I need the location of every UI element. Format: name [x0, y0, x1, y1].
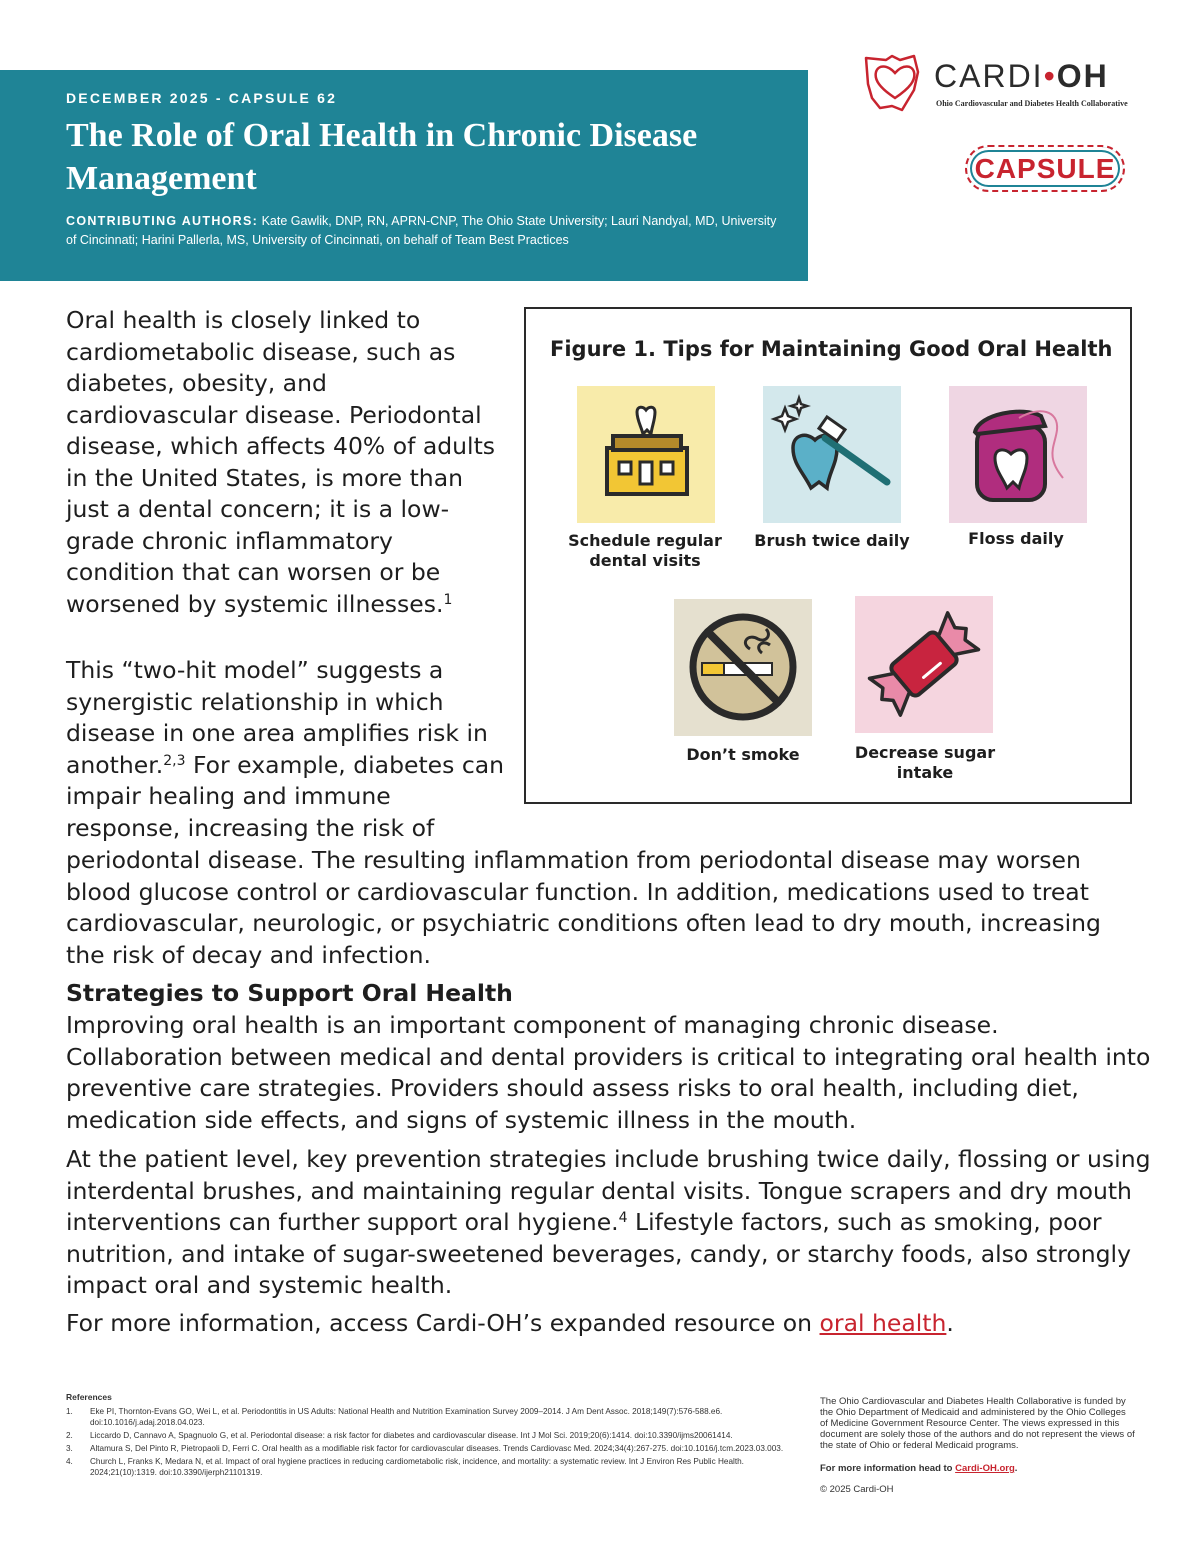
reference-number: 2. [66, 1431, 73, 1440]
more-info-end: . [946, 1309, 954, 1337]
reference-item [66, 1406, 806, 1428]
reference-number: 4. [66, 1457, 73, 1466]
authors-text: Kate Gawlik, DNP, RN, APRN-CNP, The Ohio State University; Lauri Nandyal, MD, University of Cincinnati; Harini Pallerla, MS, University of Cincinnati, on behalf of Team Best Practices [66, 214, 777, 247]
copyright: © 2025 Cardi-OH [820, 1484, 894, 1495]
prevention-text-cont: Lifestyle factors, such as smoking, poor nutrition, and intake of sugar-sweetened beverages, candy, or starchy foods, also strongly impact oral and systemic health. [66, 1208, 1131, 1299]
reference-list [66, 1406, 806, 1478]
logo-wordmark [934, 58, 1109, 95]
prevention-paragraph [66, 1144, 1156, 1302]
tip-tile-sugar [855, 596, 993, 733]
reference-text: Eke PI, Thornton-Evans GO, Wei L, et al. Periodontitis in US Adults: National Health and Nutrition Examination Survey 2009–2014. J Am Dent Assoc. 2018;149(7):576-588.e6. doi:10.1016/j.adaj.2018.04.023. [90, 1407, 723, 1427]
contributing-authors [66, 212, 786, 250]
logo-dot: • [1043, 58, 1057, 94]
tip-label: Schedule regular dental visits [568, 531, 722, 570]
no-smoking-icon [674, 599, 812, 736]
citation-ref: 1 [443, 591, 453, 608]
intro-paragraph [66, 305, 496, 620]
ohio-heart-icon [862, 52, 928, 114]
logo-name-bold: OH [1056, 58, 1109, 94]
tip-tile-dental-visits [577, 386, 715, 523]
issue-kicker: DECEMBER 2025 - CAPSULE 62 [66, 90, 338, 106]
header-banner [0, 70, 808, 281]
funding-note [820, 1396, 1135, 1495]
citation-ref: 4 [618, 1210, 628, 1226]
prevention-text: At the patient level, key prevention strategies include brushing twice daily, flossing or using interdental brushes, and maintaining regular dental visits. Tongue scrapers and dry mouth interventions can further support oral hygiene. [66, 1145, 1151, 1236]
more-info-label: For more information head to [820, 1463, 956, 1474]
tip-label: Floss daily [968, 529, 1064, 548]
tip-tile-floss [949, 386, 1087, 523]
authors-label: CONTRIBUTING AUTHORS: [66, 214, 259, 228]
more-info-period: . [1014, 1463, 1018, 1474]
tip-label: Don’t smoke [686, 745, 800, 764]
two-hit-paragraph [66, 655, 506, 844]
toothbrush-icon [763, 386, 901, 523]
two-hit-text: This “two-hit model” suggests a synergistic relationship in which disease in one area amplifies risk in another. [66, 656, 488, 779]
reference-text: Liccardo D, Cannavo A, Spagnuolo G, et al. Periodontal disease: a risk factor for diabetes and cardiovascular disease. Int J Mol Sci. 2019;20(6):1414. doi:10.3390/ijms20061414. [90, 1431, 733, 1440]
more-info-footer [820, 1463, 1135, 1474]
cardi-oh-link[interactable]: Cardi-OH.org [955, 1463, 1015, 1474]
funding-text: The Ohio Cardiovascular and Diabetes Health Collaborative is funded by the Ohio Department of Medicaid and administered by the Ohio Colleges of Medicine Government Resource Center. The views expressed in this document are solely those of the authors and do not represent the views of the state of Ohio or federal Medicaid programs. [820, 1396, 1135, 1451]
reference-text: Church L, Franks K, Medara N, et al. Impact of oral hygiene practices in reducing cardiometabolic risk, incidence, and mortality: a systematic review. Int J Environ Res Public Health. 2024;21(10):1319. doi:10.3390/ijerph21101319. [90, 1457, 744, 1477]
page-title: The Role of Oral Health in Chronic Disease Management [66, 117, 698, 197]
logo-subtitle: Ohio Cardiovascular and Diabetes Health Collaborative [936, 99, 1128, 108]
reference-item [66, 1430, 806, 1441]
oral-health-link[interactable]: oral health [819, 1309, 947, 1337]
cardi-oh-logo [862, 52, 1152, 114]
figure-tips [524, 307, 1132, 804]
section-heading: Strategies to Support Oral Health [66, 979, 513, 1007]
tip-label: Decrease sugar intake [854, 743, 996, 782]
intro-text: Oral health is closely linked to cardiometabolic disease, such as diabetes, obesity, and cardiovascular disease. Periodontal disease, which affects 40% of adults in the United States, is more than just a dental concern; it is a low-grade chronic inflammatory condition that can worsen or be worsened by systemic illnesses. [66, 306, 496, 618]
reference-item [66, 1456, 806, 1478]
reference-item [66, 1443, 806, 1454]
reference-number: 3. [66, 1444, 73, 1453]
more-info-paragraph [66, 1308, 1156, 1340]
tip-tile-no-smoking [674, 599, 812, 736]
more-info-text: For more information, access Cardi-OH’s expanded resource on [66, 1309, 820, 1337]
references-heading: References [66, 1392, 112, 1402]
two-hit-paragraph-cont: periodontal disease. The resulting inflammation from periodontal disease may worsen blood glucose control or cardiovascular function. In addition, medications used to treat cardiovascular, neurologic, or psychiatric conditions often lead to dry mouth, increasing the risk of decay and infection. [66, 846, 1101, 969]
strategies-paragraph: Improving oral health is an important component of managing chronic disease. Collaboration between medical and dental providers is critical to integrating oral health into preventive care strategies. Providers should assess risks to oral health, including diet, medication side effects, and signs of systemic illness in the mouth. [66, 1011, 1151, 1134]
candy-icon [855, 596, 993, 733]
reference-text: Altamura S, Del Pinto R, Pietropaoli D, Ferri C. Oral health as a modifiable risk factor for cardiovascular diseases. Trends Cardiovasc Med. 2024;34(4):267-275. doi:10.1016/j.tcm.2023.03.003. [90, 1444, 784, 1453]
tip-label: Brush twice daily [754, 531, 910, 550]
references [66, 1392, 806, 1480]
dental-office-icon [577, 386, 715, 523]
two-hit-text-cont: For example, diabetes can impair healing and immune response, increasing the risk of [66, 750, 505, 842]
logo-name-light: CARDI [934, 58, 1044, 94]
floss-icon [949, 386, 1087, 523]
citation-ref: 2,3 [163, 752, 186, 769]
capsule-badge: CAPSULE [965, 145, 1125, 192]
tip-tile-brush [763, 386, 901, 523]
figure-title: Figure 1. Tips for Maintaining Good Oral Health [550, 337, 1113, 361]
reference-number: 1. [66, 1407, 73, 1416]
